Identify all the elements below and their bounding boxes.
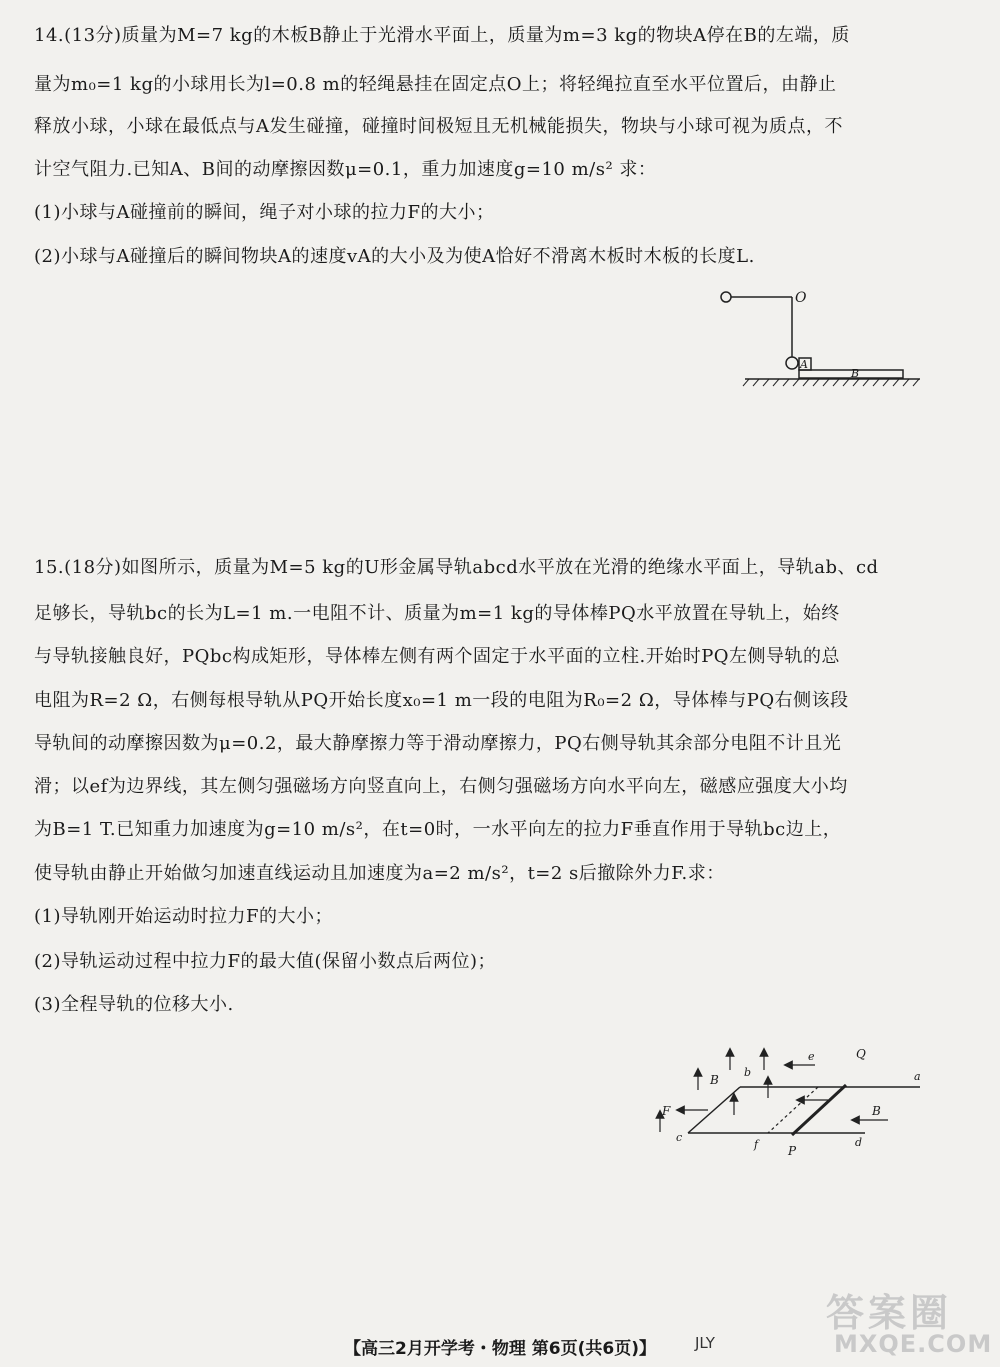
label-Q: Q xyxy=(856,1047,866,1061)
watermark-logo: 答案圈 xyxy=(826,1291,953,1335)
watermark-url: MXQE.COM xyxy=(834,1330,993,1358)
q15-part-1: (1)导轨刚开始运动时拉力F的大小； xyxy=(34,906,333,927)
watermark xyxy=(826,1282,996,1360)
q15-line-6: 滑；以ef为边界线，其左侧匀强磁场方向竖直向上，右侧匀强磁场方向水平向左，磁感应强度大小均 xyxy=(34,776,848,797)
q14-line-4: 计空气阻力.已知A、B间的动摩擦因数μ=0.1，重力加速度g=10 m/s² 求： xyxy=(34,159,657,180)
q14-figure xyxy=(715,282,925,392)
q15-line-8: 使导轨由静止开始做匀加速直线运动且加速度为a=2 m/s²，t=2 s后撤除外力F.求： xyxy=(34,863,725,884)
q14-line-2: 量为m₀=1 kg的小球用长为l=0.8 m的轻绳悬挂在固定点O上；将轻绳拉直至水平位置后，由静止 xyxy=(34,74,837,95)
label-c: c xyxy=(676,1131,683,1144)
q14-line-1: 14.(13分)质量为M=7 kg的木板B静止于光滑水平面上，质量为m=3 kg的物块A停在B的左端，质 xyxy=(34,25,850,46)
label-O: O xyxy=(795,290,807,306)
label-d: d xyxy=(855,1136,863,1149)
label-P: P xyxy=(788,1144,797,1158)
q15-part-2: (2)导轨运动过程中拉力F的最大值(保留小数点后两位)； xyxy=(34,951,497,972)
field-arrows-vertical xyxy=(660,1052,768,1132)
label-B-right: B xyxy=(872,1104,881,1118)
label-F: F xyxy=(662,1104,671,1118)
q15-line-3: 与导轨接触良好，PQbc构成矩形，导体棒左侧有两个固定于水平面的立柱.开始时PQ左侧导轨的总 xyxy=(34,646,841,667)
label-a: a xyxy=(914,1070,921,1083)
boundary-ef xyxy=(768,1087,818,1133)
label-A: A xyxy=(800,358,808,371)
q14-line-3: 释放小球，小球在最低点与A发生碰撞，碰撞时间极短且无机械能损失，物块与小球可视为质点，不 xyxy=(34,116,843,137)
q15-part-3: (3)全程导轨的位移大小. xyxy=(34,994,234,1015)
q15-line-4: 电阻为R=2 Ω，右侧每根导轨从PQ开始长度x₀=1 m一段的电阻为R₀=2 Ω，导体棒与PQ右侧该段 xyxy=(34,690,849,711)
footer-text: 【高三2月开学考・物理 第6页(共6页)】 xyxy=(344,1339,656,1359)
label-e: e xyxy=(808,1050,815,1063)
ball-bottom xyxy=(786,357,798,369)
footer-code: JLY xyxy=(695,1334,715,1352)
ball-start-position xyxy=(721,292,731,302)
q15-line-7: 为B=1 T.已知重力加速度为g=10 m/s²，在t=0时，一水平向左的拉力F垂直作用于导轨bc边上， xyxy=(34,819,842,840)
q15-line-2: 足够长，导轨bc的长为L=1 m.一电阻不计、质量为m=1 kg的导体棒PQ水平放置在导轨上，始终 xyxy=(34,603,840,624)
label-B-left: B xyxy=(710,1073,719,1087)
rod-PQ xyxy=(792,1085,846,1135)
label-f: f xyxy=(754,1138,759,1151)
q15-figure xyxy=(650,1040,930,1160)
label-B: B xyxy=(851,367,860,380)
q15-line-5: 导轨间的动摩擦因数为μ=0.2，最大静摩擦力等于滑动摩擦力，PQ右侧导轨其余部分电阻不计且光 xyxy=(34,733,842,754)
q14-part-1: (1)小球与A碰撞前的瞬间，绳子对小球的拉力F的大小； xyxy=(34,202,495,223)
ground-hatching xyxy=(743,379,919,386)
label-b: b xyxy=(744,1066,752,1079)
q15-line-1: 15.(18分)如图所示，质量为M=5 kg的U形金属导轨abcd水平放在光滑的绝缘水平面上，导轨ab、cd xyxy=(34,557,879,578)
q14-part-2: (2)小球与A碰撞后的瞬间物块A的速度vA的大小及为使A恰好不滑离木板时木板的长度L. xyxy=(34,246,755,267)
